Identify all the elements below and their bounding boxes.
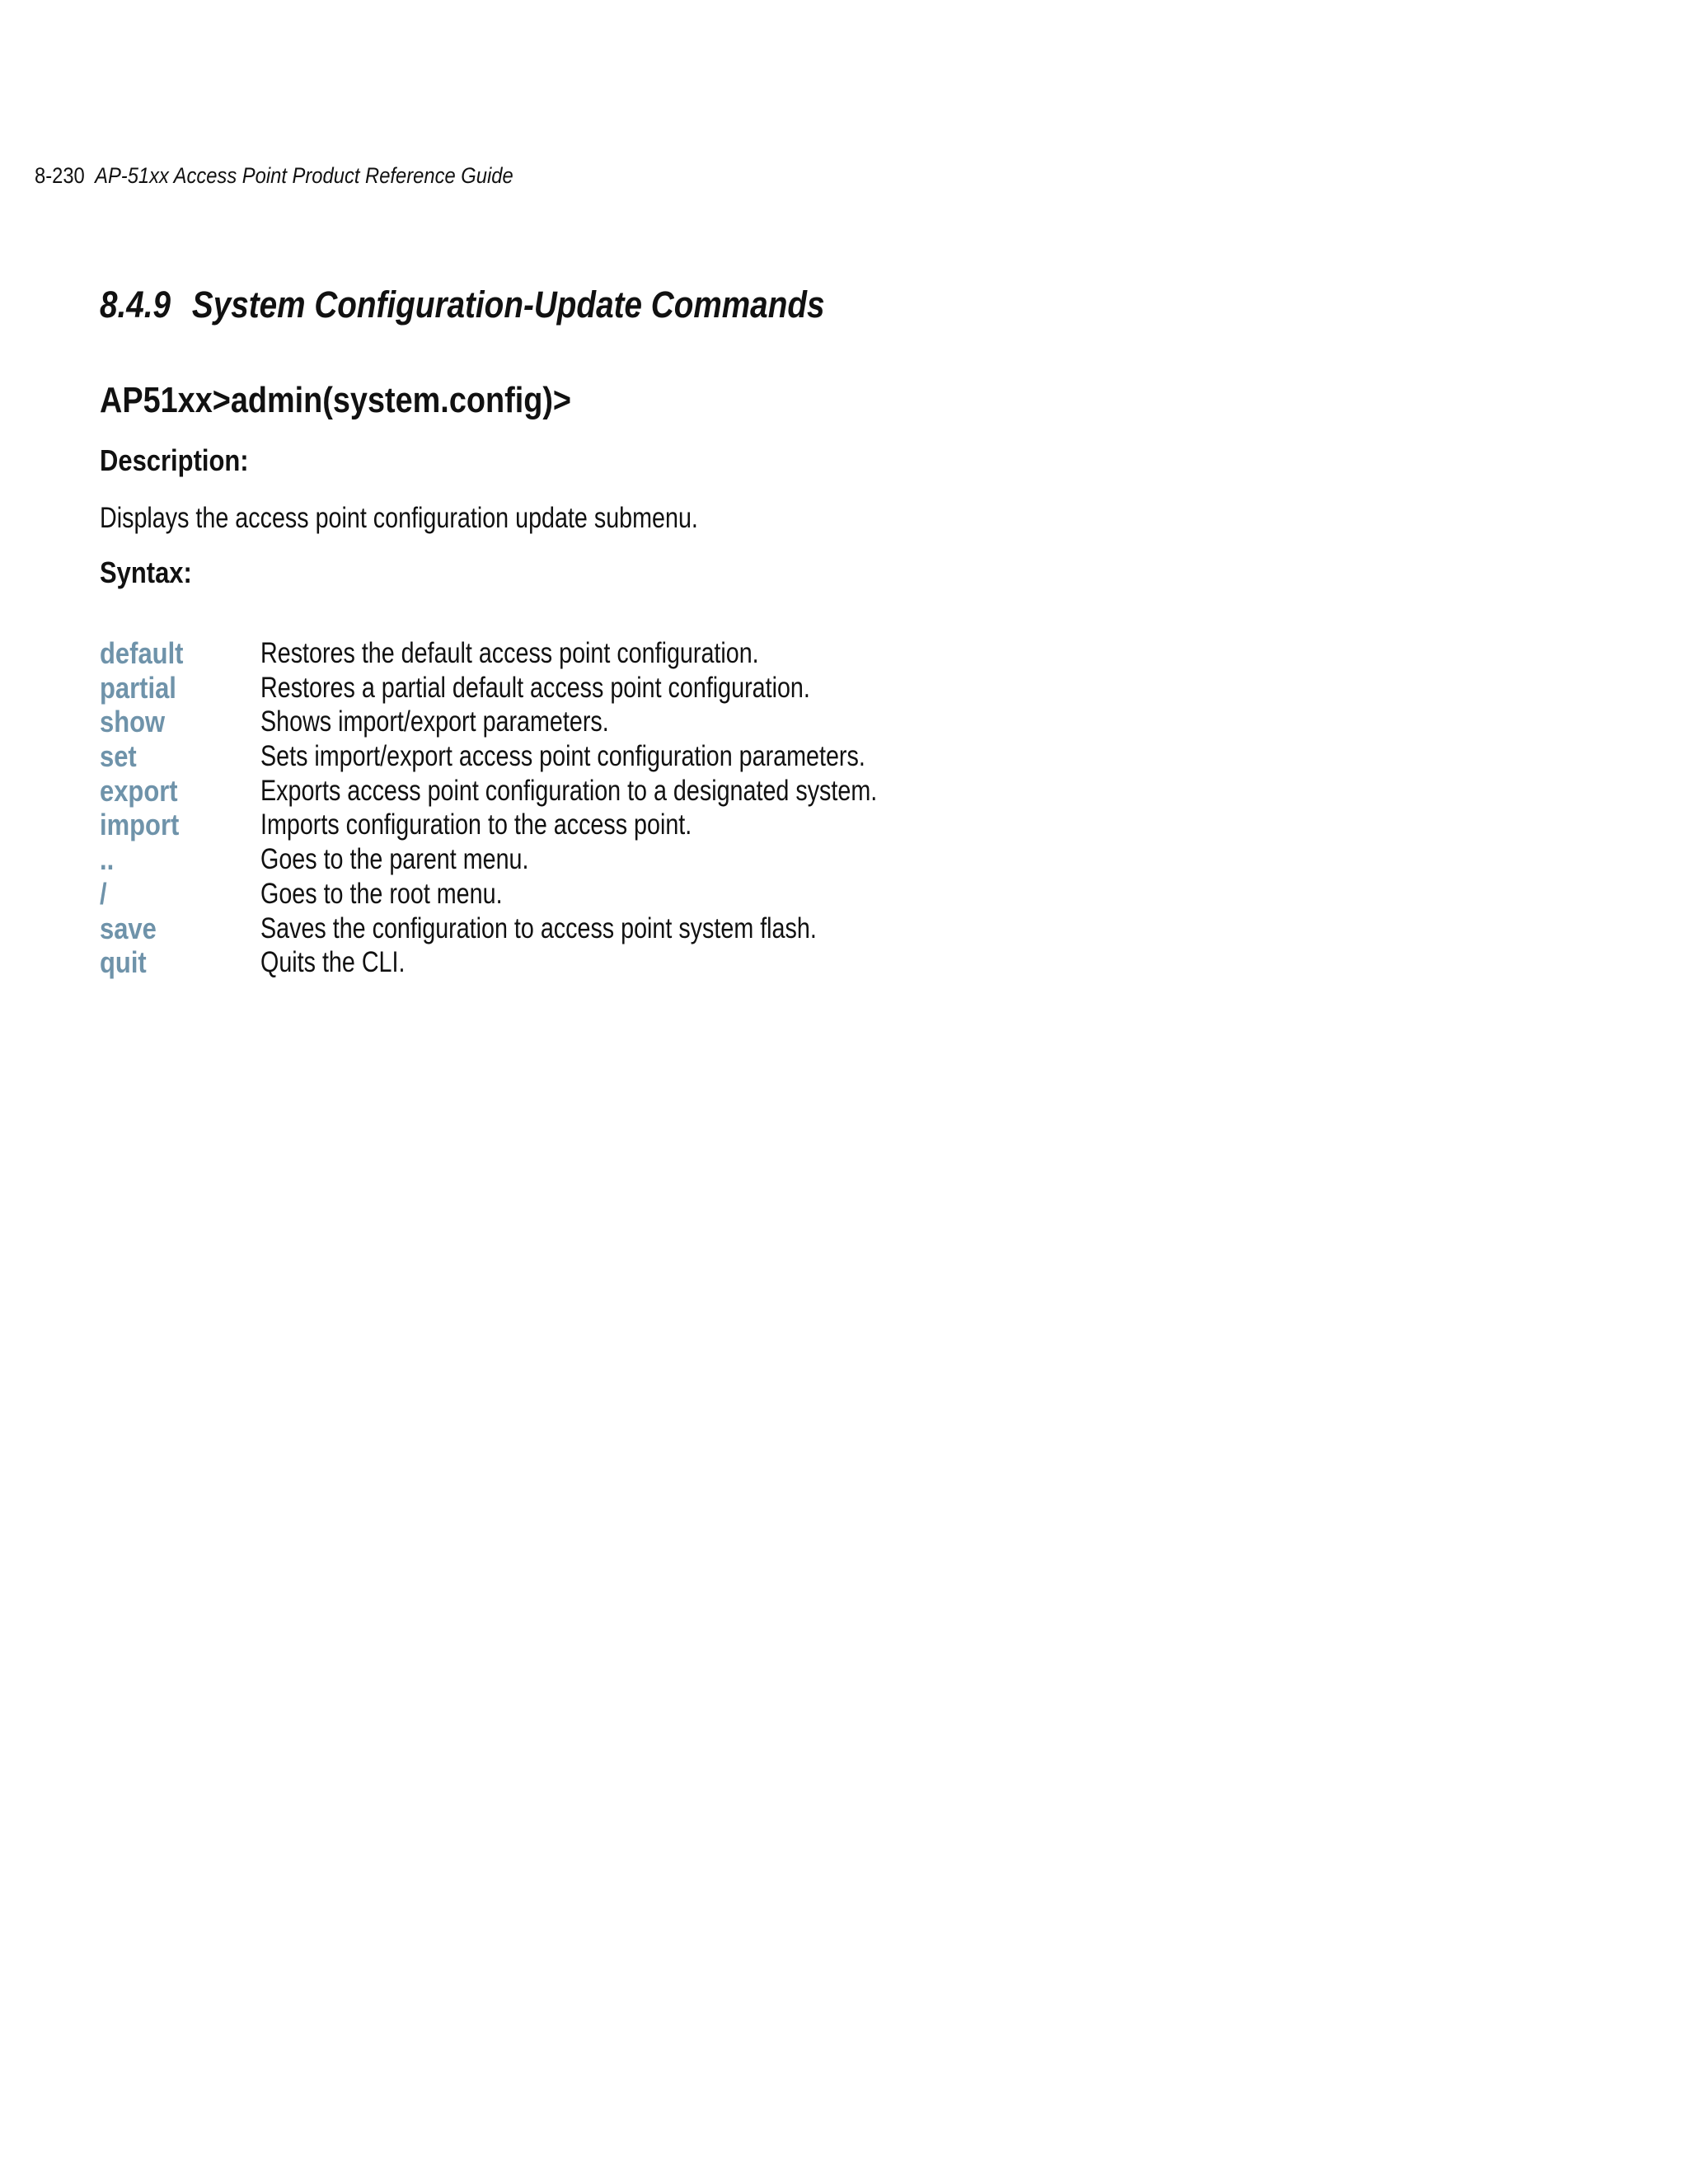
syntax-description: Exports access point configuration to a designated system. [260, 774, 878, 807]
syntax-command: partial [100, 670, 176, 705]
syntax-description: Goes to the root menu. [260, 877, 503, 910]
command-prompt-heading: AP51xx>admin(system.config)> [100, 380, 572, 420]
syntax-command: set [100, 739, 137, 774]
syntax-command: save [100, 911, 157, 945]
description-text: Displays the access point configuration update submenu. [100, 502, 698, 534]
section-heading [100, 282, 824, 328]
syntax-description: Shows import/export parameters. [260, 705, 609, 738]
syntax-description: Restores the default access point configuration. [260, 637, 759, 669]
syntax-command: / [100, 876, 107, 911]
description-label: Description: [100, 443, 249, 477]
syntax-description: Goes to the parent menu. [260, 843, 529, 876]
syntax-command: quit [100, 945, 147, 980]
syntax-command: export [100, 773, 178, 808]
guide-title: AP-51xx Access Point Product Reference Guide [95, 163, 513, 188]
syntax-command: import [100, 808, 180, 842]
syntax-description: Quits the CLI. [260, 946, 406, 979]
syntax-description: Restores a partial default access point configuration. [260, 671, 810, 704]
syntax-command: show [100, 705, 166, 739]
syntax-description: Imports configuration to the access point. [260, 808, 692, 841]
syntax-description: Saves the configuration to access point system flash. [260, 912, 817, 944]
page-number: 8-230 [35, 163, 85, 188]
syntax-label: Syntax: [100, 555, 192, 589]
syntax-command: .. [100, 842, 115, 877]
syntax-description: Sets import/export access point configuration parameters. [260, 740, 865, 773]
section-title: System Configuration-Update Commands [191, 284, 825, 326]
running-header [35, 162, 513, 190]
syntax-command: default [100, 636, 184, 670]
section-number: 8.4.9 [100, 284, 171, 326]
